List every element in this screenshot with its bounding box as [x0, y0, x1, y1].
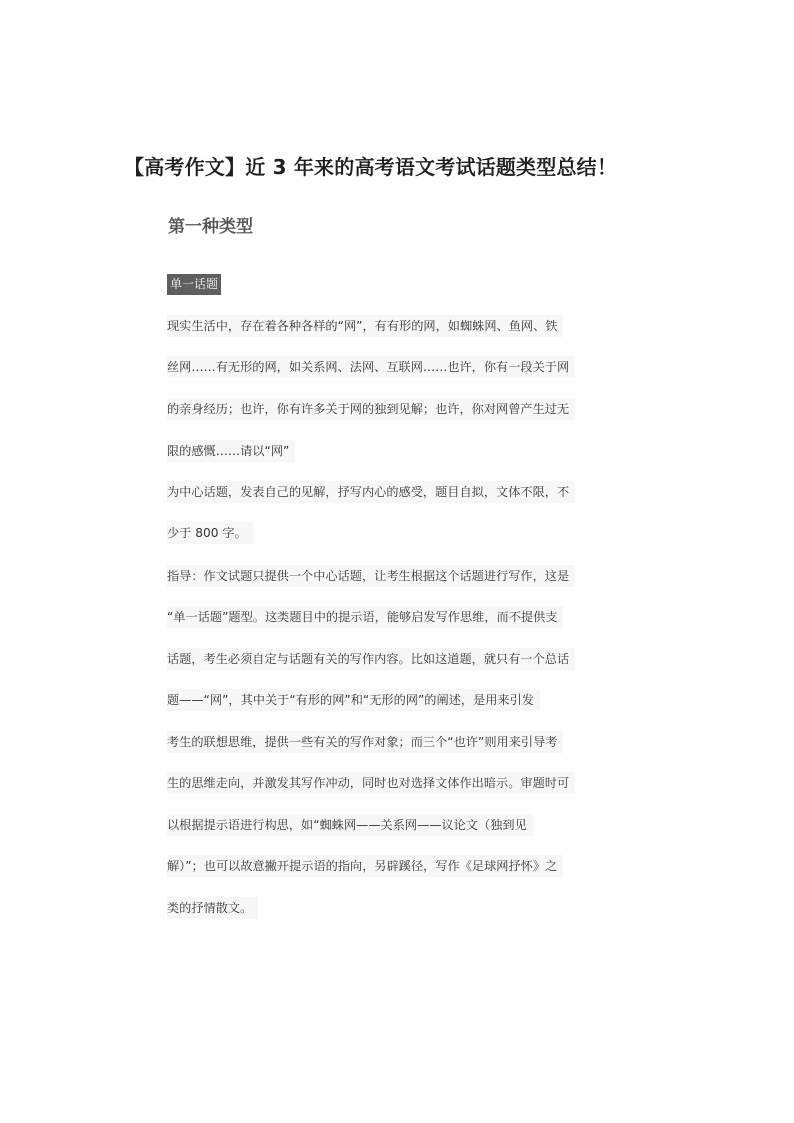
- document-title: 【高考作文】近 3 年来的高考语文考试话题类型总结！: [124, 155, 618, 179]
- prompt-line: 的亲身经历；也许，你有许多关于网的独到见解；也许，你对网曾产生过无: [167, 398, 575, 420]
- guide-line: 指导：作文试题只提供一个中心话题，让考生根据这个话题进行写作，这是: [167, 565, 575, 587]
- prompt-line: 现实生活中，存在着各种各样的“网”，有有形的网，如蜘蛛网、鱼网、铁: [167, 315, 563, 337]
- prompt-line: 少于 800 字。: [167, 522, 253, 544]
- guide-line: 题——“网”，其中关于“有形的网”和“无形的网”的阐述，是用来引发: [167, 689, 540, 711]
- prompt-line: 丝网……有无形的网，如关系网、法网、互联网……也许，你有一段关于网: [167, 356, 575, 378]
- guide-line: 类的抒情散文。: [167, 897, 258, 919]
- section-heading: 第一种类型: [168, 217, 253, 237]
- guide-line: 考生的联想思维，提供一些有关的写作对象；而三个“也许”则用来引导考: [167, 731, 563, 753]
- guide-line: 话题，考生必须自定与话题有关的写作内容。比如这道题，就只有一个总话: [167, 648, 575, 670]
- prompt-line: 为中心话题，发表自己的见解，抒写内心的感受，题目自拟，文体不限，不: [167, 481, 575, 503]
- guide-line: 解）”；也可以故意撇开提示语的指向，另辟蹊径，写作《足球网抒怀》之: [167, 855, 563, 877]
- guide-line: 以根据提示语进行构思，如“蜘蛛网——关系网——议论文（独到见: [167, 814, 533, 836]
- guide-line: “单一话题”题型。这类题目中的提示语，能够启发写作思维，而不提供支: [167, 606, 563, 628]
- prompt-line: 限的感慨……请以“网”: [167, 440, 295, 462]
- topic-type-tag: 单一话题: [167, 274, 221, 295]
- guide-line: 生的思维走向，并激发其写作冲动，同时也对选择文体作出暗示。审题时可: [167, 772, 575, 794]
